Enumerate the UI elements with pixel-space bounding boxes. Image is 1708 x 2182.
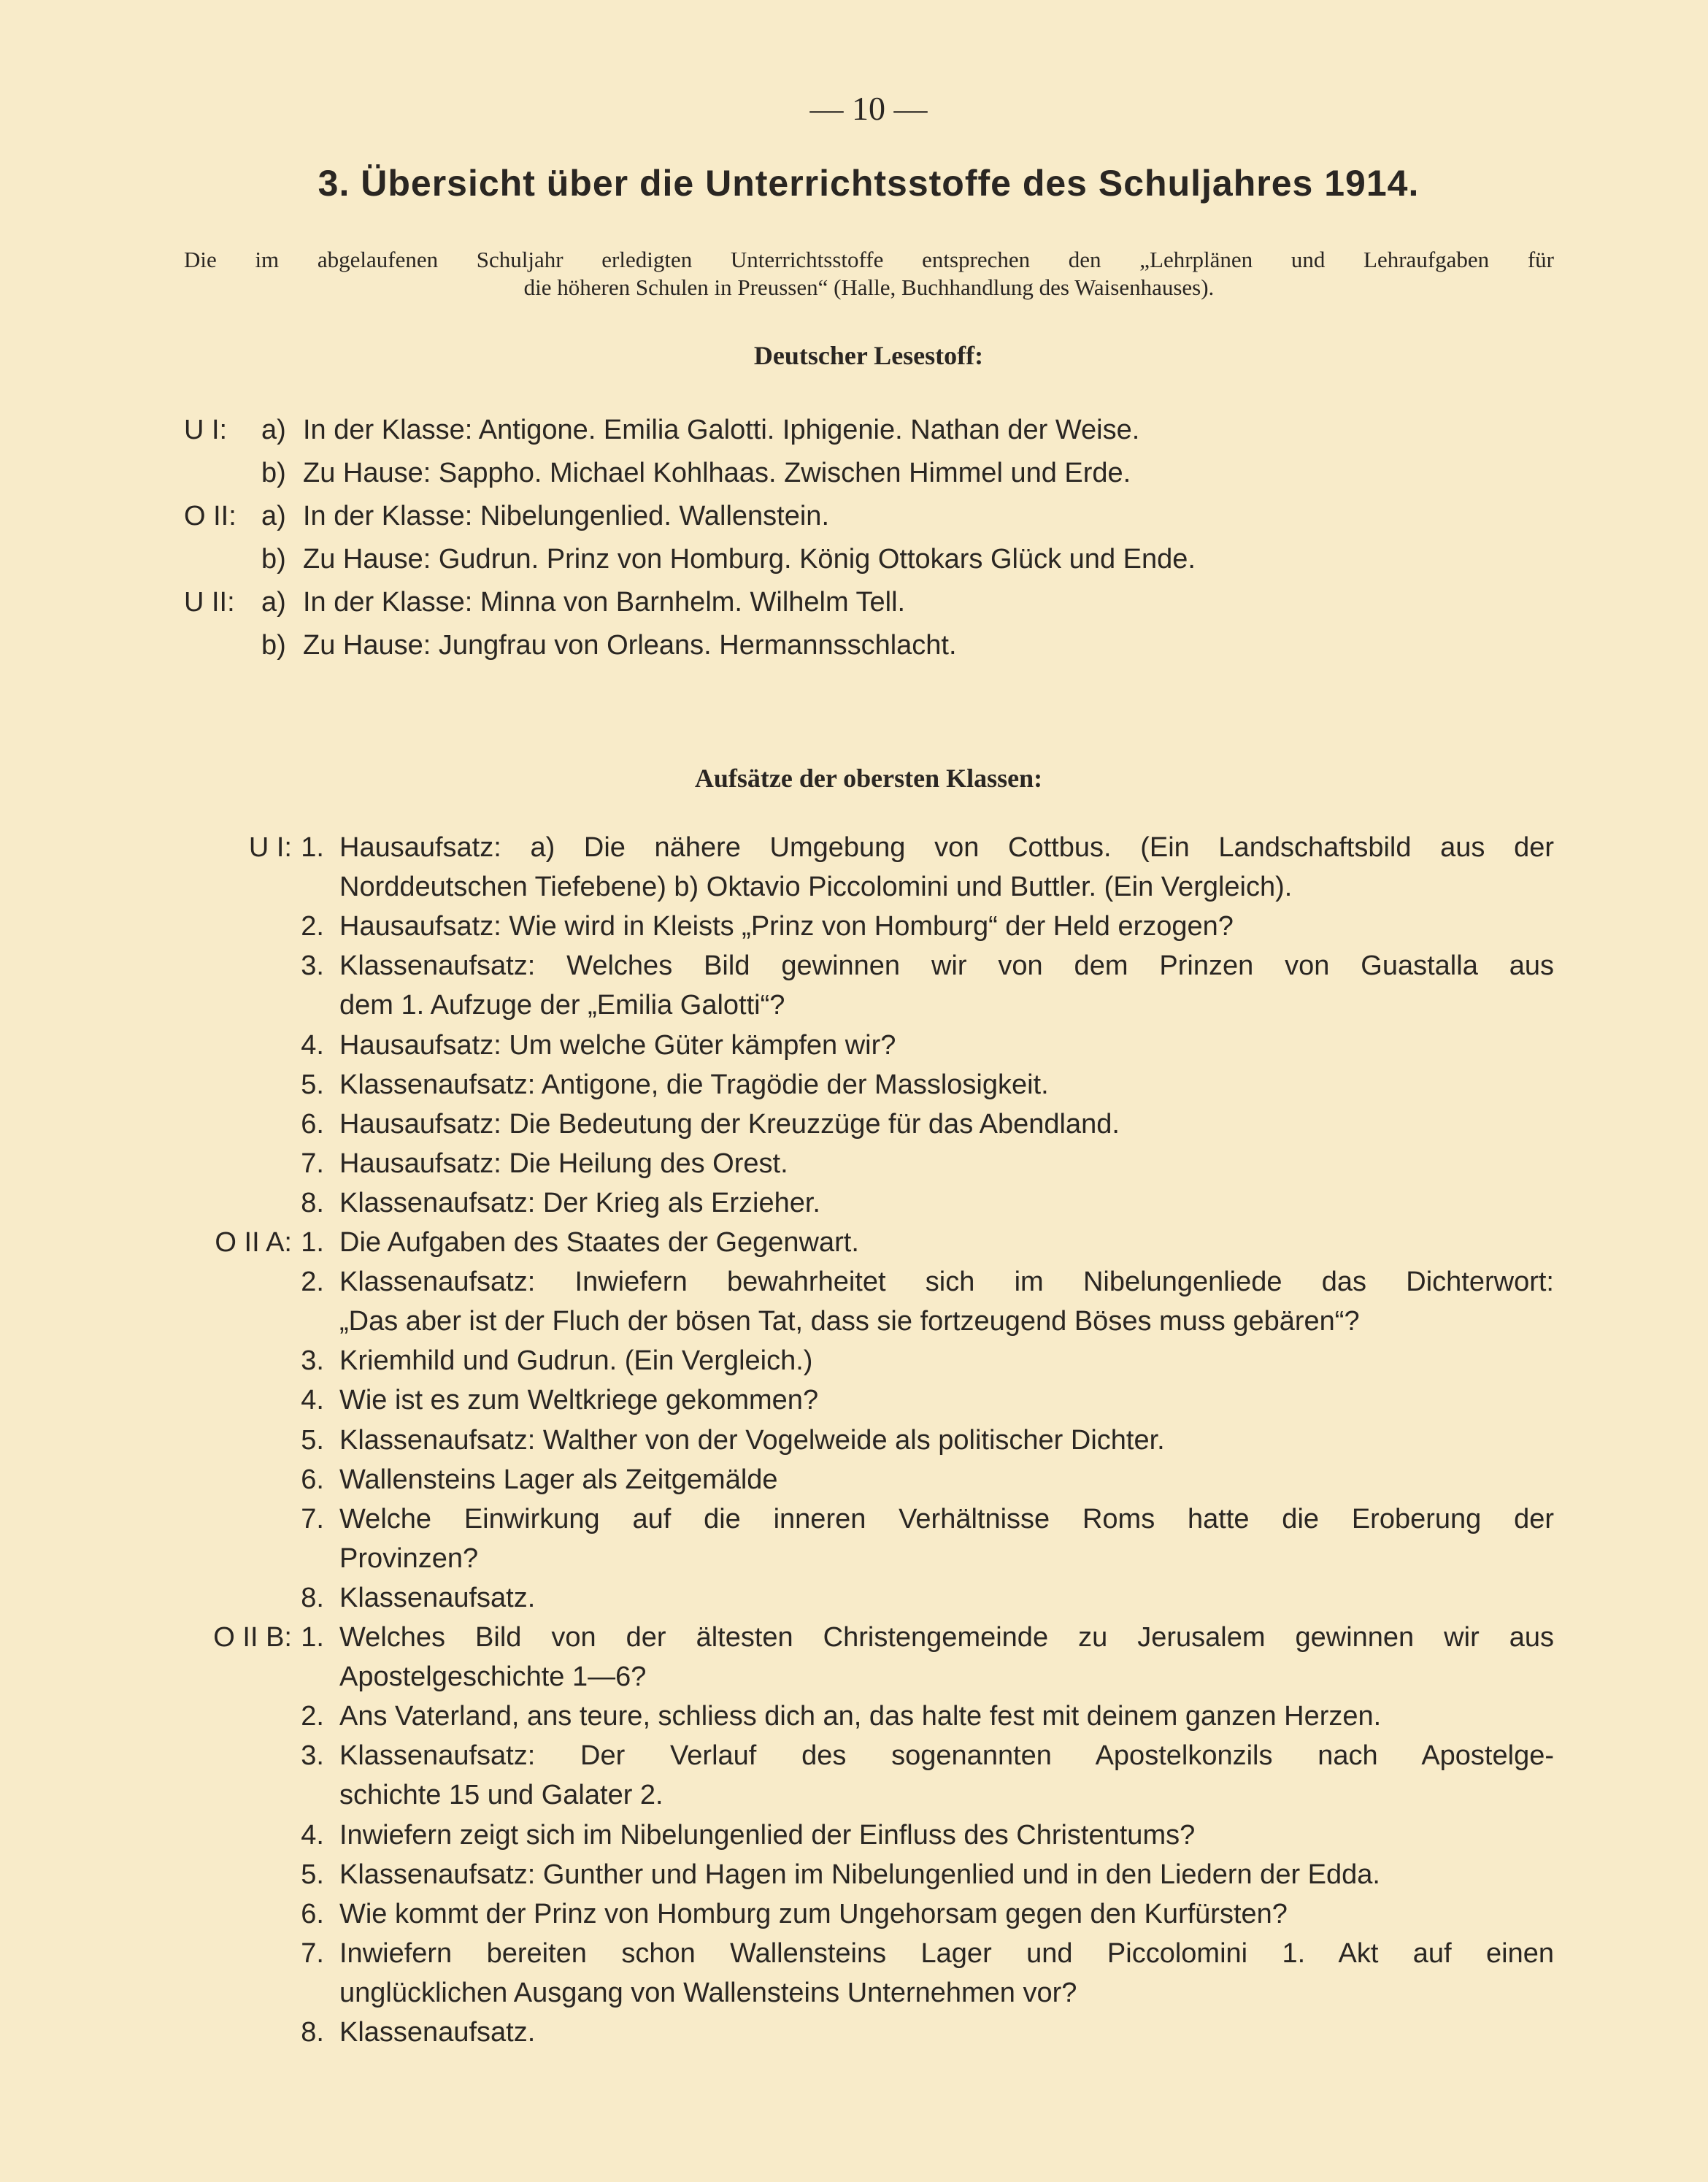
essay-line: „Das aber ist der Fluch der bösen Tat, dass sie fortzeugend Böses muss gebären“? <box>339 1306 1360 1337</box>
class-label: U I: <box>248 832 292 863</box>
essay-number: 6. <box>301 1899 324 1929</box>
essay-line: Inwiefern zeigt sich im Nibelungenlied der Einfluss des Christentums? <box>339 1820 1196 1851</box>
essay-number: 5. <box>301 1069 324 1100</box>
entry-marker: b) <box>261 458 286 488</box>
entry-marker: a) <box>261 415 286 445</box>
essay-number: 8. <box>301 1188 324 1218</box>
essay-number: 4. <box>301 1030 324 1061</box>
essay-line: Provinzen? <box>339 1543 479 1574</box>
essay-line: Hausaufsatz: a) Die nähere Umgebung von Cottbus. (Ein Landschaftsbild aus der <box>339 832 1554 863</box>
aufsaetze-heading: Aufsätze der obersten Klassen: <box>694 764 1043 793</box>
essay-number: 2. <box>301 911 324 942</box>
reading-entry: Zu Hause: Gudrun. Prinz von Homburg. König Ottokars Glück und Ende. <box>303 544 1196 575</box>
intro-line: Die im abgelaufenen Schuljahr erledigten Unterrichtsstoffe entsprechen den „Lehrplänen und Lehraufgaben für <box>184 247 1554 272</box>
entry-marker: b) <box>261 544 286 575</box>
essay-number: 3. <box>301 1740 324 1771</box>
class-label: O II A: <box>215 1227 292 1258</box>
class-label: O II: <box>184 501 236 531</box>
essay-number: 2. <box>301 1267 324 1297</box>
essay-line: Wie ist es zum Weltkriege gekommen? <box>339 1385 819 1415</box>
class-label: U I: <box>184 415 228 445</box>
essay-number: 1. <box>301 1622 324 1653</box>
essay-line: Hausaufsatz: Die Heilung des Orest. <box>339 1148 788 1179</box>
essay-line: Wie kommt der Prinz von Homburg zum Ungehorsam gegen den Kurfürsten? <box>339 1899 1288 1929</box>
essay-line: Inwiefern bereiten schon Wallensteins Lager und Piccolomini 1. Akt auf einen <box>339 1938 1554 1969</box>
essay-line: Klassenaufsatz: Welches Bild gewinnen wir von dem Prinzen von Guastalla aus <box>339 950 1554 981</box>
essay-line: Klassenaufsatz: Walther von der Vogelweide als politischer Dichter. <box>339 1425 1165 1456</box>
essay-line: Klassenaufsatz: Inwiefern bewahrheitet sich im Nibelungenliede das Dichterwort: <box>339 1267 1554 1297</box>
entry-marker: a) <box>261 501 286 531</box>
entry-marker: a) <box>261 587 286 618</box>
section-title: 3. Übersicht über die Unterrichtsstoffe des Schuljahres 1914. <box>318 163 1420 204</box>
essay-number: 6. <box>301 1109 324 1140</box>
essay-line: Hausaufsatz: Die Bedeutung der Kreuzzüge für das Abendland. <box>339 1109 1120 1140</box>
reading-entry: Zu Hause: Sappho. Michael Kohlhaas. Zwischen Himmel und Erde. <box>303 458 1131 488</box>
essay-line: Klassenaufsatz: Antigone, die Tragödie der Masslosigkeit. <box>339 1069 1049 1100</box>
essay-line: Klassenaufsatz. <box>339 1583 536 1613</box>
essay-number: 4. <box>301 1385 324 1415</box>
essay-number: 8. <box>301 1583 324 1613</box>
essay-line: Klassenaufsatz: Der Verlauf des sogenannten Apostelkonzils nach Apostelge- <box>339 1740 1554 1771</box>
essay-number: 6. <box>301 1464 324 1495</box>
essay-line: schichte 15 und Galater 2. <box>339 1780 663 1810</box>
essay-number: 5. <box>301 1425 324 1456</box>
essay-line: Klassenaufsatz: Der Krieg als Erzieher. <box>339 1188 820 1218</box>
essay-line: Apostelgeschichte 1—6? <box>339 1662 647 1692</box>
essay-line: Die Aufgaben des Staates der Gegenwart. <box>339 1227 859 1258</box>
essay-line: Welches Bild von der ältesten Christengemeinde zu Jerusalem gewinnen wir aus <box>339 1622 1554 1653</box>
class-label: O II B: <box>213 1622 292 1653</box>
entry-marker: b) <box>261 630 286 661</box>
reading-entry: Zu Hause: Jungfrau von Orleans. Hermannsschlacht. <box>303 630 957 661</box>
essay-number: 1. <box>301 1227 324 1258</box>
essay-line: unglücklichen Ausgang von Wallensteins Unternehmen vor? <box>339 1978 1077 2008</box>
essay-line: Welche Einwirkung auf die inneren Verhältnisse Roms hatte die Eroberung der <box>339 1504 1554 1534</box>
essay-number: 8. <box>301 2017 324 2048</box>
essay-number: 7. <box>301 1938 324 1969</box>
essay-number: 1. <box>301 832 324 863</box>
essay-line: Norddeutschen Tiefebene) b) Oktavio Piccolomini und Buttler. (Ein Vergleich). <box>339 872 1293 902</box>
essay-line: Klassenaufsatz: Gunther und Hagen im Nibelungenlied und in den Liedern der Edda. <box>339 1859 1380 1890</box>
intro-line: die höheren Schulen in Preussen“ (Halle, Buchhandlung des Waisenhauses). <box>523 274 1215 300</box>
essay-number: 3. <box>301 1345 324 1376</box>
class-label: U II: <box>184 587 235 618</box>
reading-entry: In der Klasse: Nibelungenlied. Wallenstein. <box>303 501 829 531</box>
essay-number: 7. <box>301 1148 324 1179</box>
essay-line: Klassenaufsatz. <box>339 2017 536 2048</box>
essay-number: 4. <box>301 1820 324 1851</box>
lesestoff-heading: Deutscher Lesestoff: <box>753 341 984 370</box>
page-number: — 10 — <box>809 90 928 127</box>
essay-number: 7. <box>301 1504 324 1534</box>
essay-number: 3. <box>301 950 324 981</box>
reading-entry: In der Klasse: Antigone. Emilia Galotti. Iphigenie. Nathan der Weise. <box>303 415 1140 445</box>
essay-line: Kriemhild und Gudrun. (Ein Vergleich.) <box>339 1345 813 1376</box>
essay-number: 5. <box>301 1859 324 1890</box>
reading-entry: In der Klasse: Minna von Barnhelm. Wilhelm Tell. <box>303 587 906 618</box>
essay-number: 2. <box>301 1701 324 1732</box>
essay-line: Hausaufsatz: Um welche Güter kämpfen wir? <box>339 1030 896 1061</box>
essay-line: Ans Vaterland, ans teure, schliess dich an, das halte fest mit deinem ganzen Herzen. <box>339 1701 1382 1732</box>
essay-line: Wallensteins Lager als Zeitgemälde <box>339 1464 778 1495</box>
essay-line: Hausaufsatz: Wie wird in Kleists „Prinz von Homburg“ der Held erzogen? <box>339 911 1234 942</box>
essay-line: dem 1. Aufzuge der „Emilia Galotti“? <box>339 990 785 1021</box>
